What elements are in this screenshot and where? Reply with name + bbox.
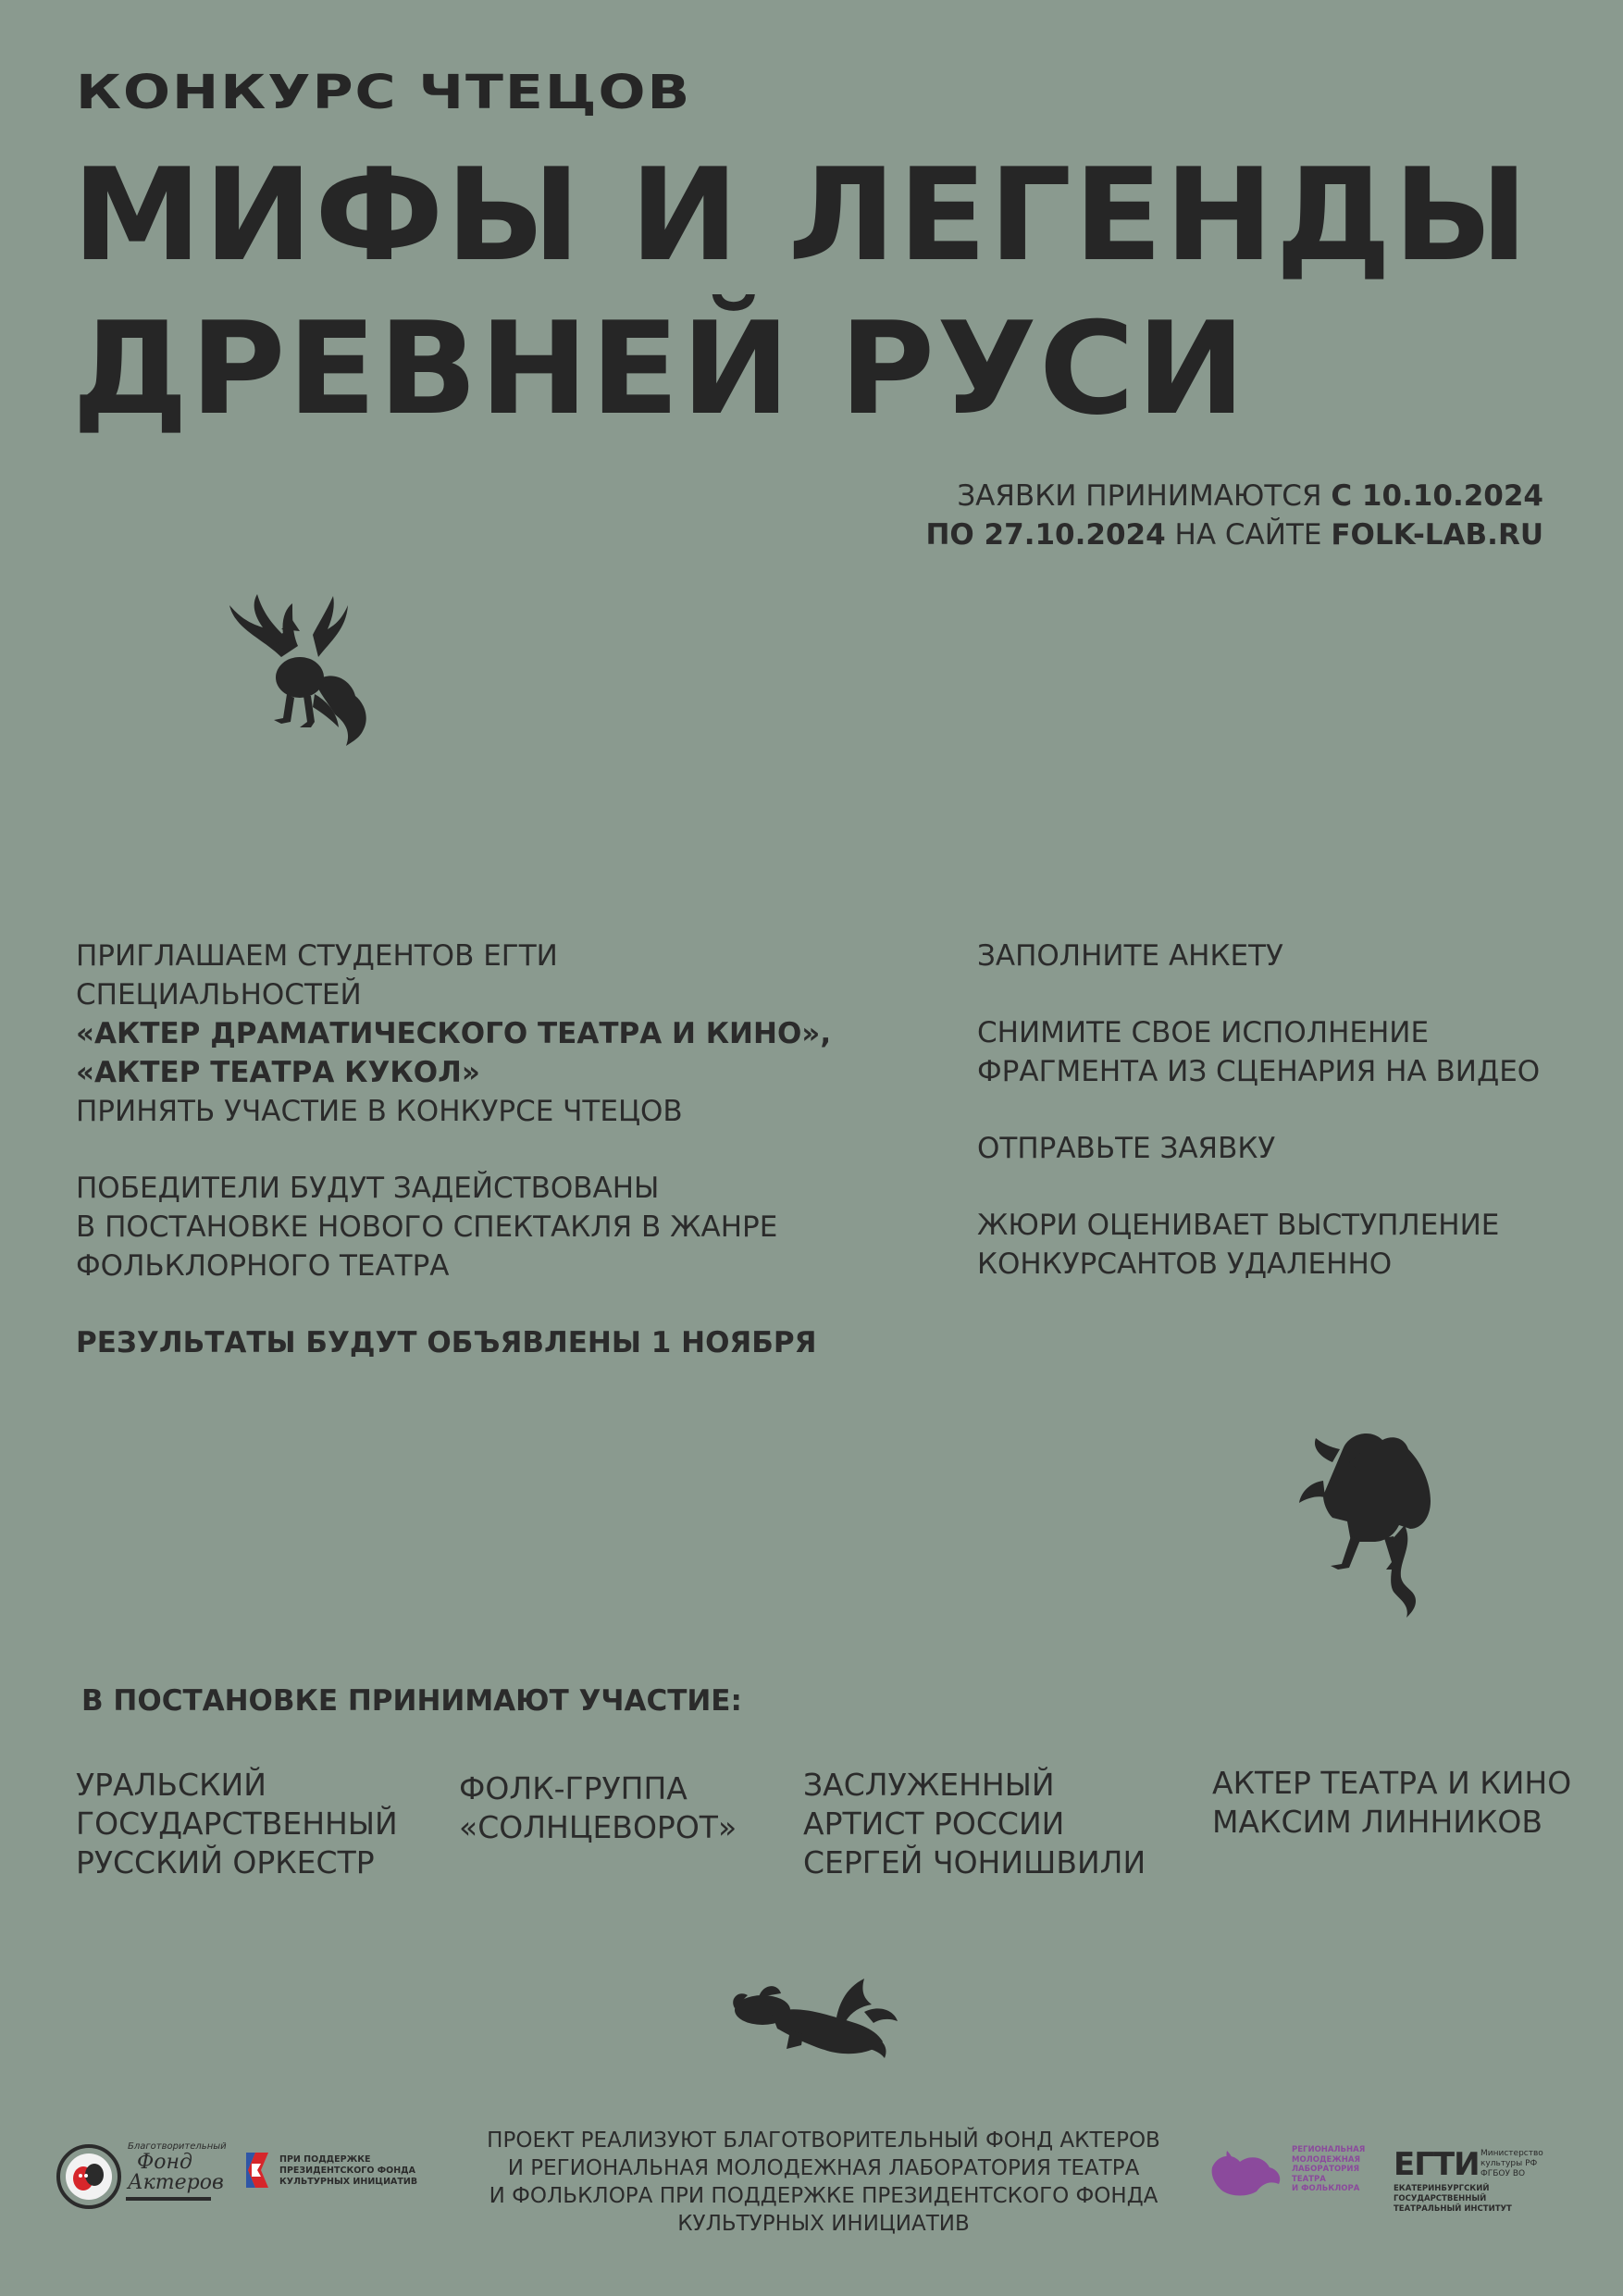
- step-1: ЗАПОЛНИТЕ АНКЕТУ: [977, 939, 1283, 973]
- pfki-flag-icon: [242, 2151, 270, 2190]
- deadline-site-link[interactable]: FOLK-LAB.RU: [1331, 518, 1543, 552]
- participant-folk-group: ФОЛК-ГРУППА «СОЛНЦЕВОРОТ»: [459, 1770, 737, 1845]
- subtitle: КОНКУРС ЧТЕЦОВ: [76, 65, 692, 120]
- page-title: [72, 139, 1530, 446]
- firebird-icon: [226, 592, 374, 750]
- pfki-logo: ПРИ ПОДДЕРЖКЕ ПРЕЗИДЕНТСКОГО ФОНДА КУЛЬТУРНЫХ ИНИЦИАТИВ: [242, 2151, 418, 2191]
- lab-bird-icon: [1208, 2149, 1284, 2199]
- results-text: РЕЗУЛЬТАТЫ БУДУТ ОБЪЯВЛЕНЫ 1 НОЯБРЯ: [76, 1326, 817, 1359]
- participant-chonishvili: ЗАСЛУЖЕННЫЙ АРТИСТ РОССИИ СЕРГЕЙ ЧОНИШВИЛИ: [803, 1767, 1146, 1880]
- griffin-icon: [1295, 1425, 1434, 1620]
- theatre-masks-icon: [56, 2143, 122, 2210]
- participants-heading: В ПОСТАНОВКЕ ПРИНИМАЮТ УЧАСТИЕ:: [81, 1684, 742, 1718]
- folk-lab-logo: РЕГИОНАЛЬНАЯ МОЛОДЕЖНАЯ ЛАБОРАТОРИЯ ТЕАТРА И ФОЛЬКЛОРА: [1208, 2145, 1370, 2203]
- step-3: ОТПРАВЬТЕ ЗАЯВКУ: [977, 1132, 1276, 1165]
- egti-logo: ЕГТИ Министерство культуры РФ ФГБОУ ВО ЕКАТЕРИНБУРГСКИЙ ГОСУДАРСТВЕННЫЙ ТЕАТРАЛЬНЫЙ ИНСТИТУТ: [1394, 2146, 1543, 2214]
- participant-orchestra: УРАЛЬСКИЙ ГОСУДАРСТВЕННЫЙ РУССКИЙ ОРКЕСТР: [76, 1767, 398, 1880]
- fond-underline: [126, 2197, 211, 2201]
- fond-main-2: Актеров: [128, 2171, 224, 2194]
- deadline-label: ЗАЯВКИ ПРИНИМАЮТСЯ: [957, 479, 1332, 513]
- fond-main-1: Фонд: [137, 2151, 192, 2174]
- title-line-2: ДРЕВНЕЙ РУСИ: [72, 294, 1248, 443]
- egti-mark: ЕГТИ: [1394, 2146, 1480, 2183]
- fond-small-text: Благотворительный: [128, 2141, 227, 2152]
- step-4: ЖЮРИ ОЦЕНИВАЕТ ВЫСТУПЛЕНИЕ КОНКУРСАНТОВ УДАЛЕННО: [977, 1209, 1500, 1281]
- step-2: СНИМИТЕ СВОЕ ИСПОЛНЕНИЕ ФРАГМЕНТА ИЗ СЦЕНАРИЯ НА ВИДЕО: [977, 1016, 1541, 1088]
- specialty-drama: «АКТЕР ДРАМАТИЧЕСКОГО ТЕАТРА И КИНО»,: [76, 1017, 832, 1050]
- participant-linnikov: АКТЕР ТЕАТРА И КИНО МАКСИМ ЛИННИКОВ: [1212, 1765, 1572, 1840]
- invitation-text: ПРИГЛАШАЕМ СТУДЕНТОВ ЕГТИ СПЕЦИАЛЬНОСТЕЙ «АКТЕР ДРАМАТИЧЕСКОГО ТЕАТРА И КИНО», «АКТЕР ТЕАТРА КУКОЛ» ПРИНЯТЬ УЧАСТИЕ В КОНКУРСЕ ЧТЕЦОВ: [76, 937, 890, 1131]
- specialty-puppet: «АКТЕР ТЕАТРА КУКОЛ»: [76, 1056, 480, 1089]
- fond-akterov-logo: [56, 2140, 227, 2214]
- deadline-site-label: НА САЙТЕ: [1165, 518, 1332, 552]
- deadline-start: С 10.10.2024: [1331, 479, 1543, 513]
- deadline-info: [925, 477, 1543, 554]
- sea-creature-icon: [725, 1971, 901, 2064]
- winners-text: ПОБЕДИТЕЛИ БУДУТ ЗАДЕЙСТВОВАНЫ В ПОСТАНОВКЕ НОВОГО СПЕКТАКЛЯ В ЖАНРЕ ФОЛЬКЛОРНОГО ТЕАТРА: [76, 1172, 778, 1283]
- deadline-end: ПО 27.10.2024: [925, 518, 1166, 552]
- steps-column: [977, 937, 1569, 1322]
- footer-text: ПРОЕКТ РЕАЛИЗУЮТ БЛАГОТВОРИТЕЛЬНЫЙ ФОНД АКТЕРОВ И РЕГИОНАЛЬНАЯ МОЛОДЕЖНАЯ ЛАБОРАТОРИЯ ТЕАТРА И ФОЛЬКЛОРА ПРИ ПОДДЕРЖКЕ ПРЕЗИДЕНТСКОГО ФОНДА КУЛЬТУРНЫХ ИНИЦИАТИВ: [487, 2128, 1160, 2236]
- title-line-1: МИФЫ И ЛЕГЕНДЫ: [72, 141, 1530, 290]
- invitation-column: [76, 937, 890, 1400]
